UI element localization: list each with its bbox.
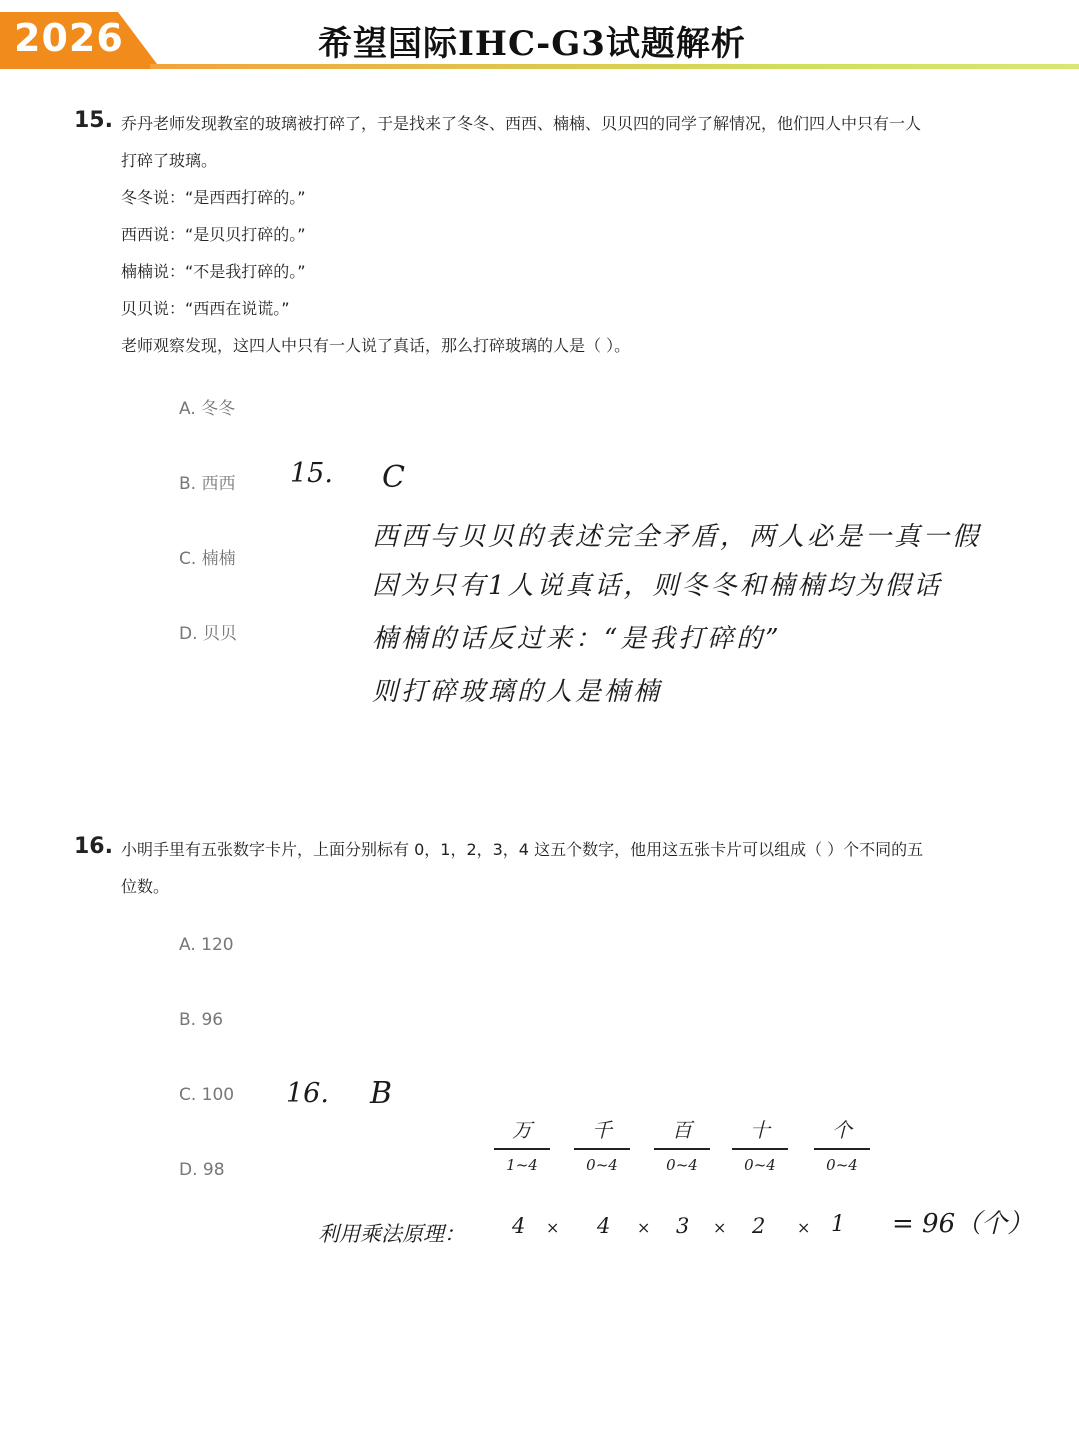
place-name: 十 — [750, 1118, 770, 1142]
place-range: 0~4 — [586, 1156, 618, 1174]
place-range: 0~4 — [744, 1156, 776, 1174]
times-sign: × — [546, 1218, 560, 1237]
place-value-slot — [814, 1116, 870, 1174]
fraction-bar — [574, 1148, 630, 1150]
question-16-number: 16. — [74, 834, 113, 859]
page-header — [0, 0, 1079, 80]
header-divider — [150, 64, 1079, 69]
fraction-bar — [494, 1148, 550, 1150]
question-16-option-a: A. 120 — [179, 935, 234, 955]
question-16-option-c: C. 100 — [179, 1085, 235, 1105]
place-range: 0~4 — [826, 1156, 858, 1174]
fraction-bar — [654, 1148, 710, 1150]
factor: 4 — [597, 1214, 611, 1238]
question-15-option-d: D. 贝贝 — [179, 624, 237, 644]
question-15-number: 15. — [74, 108, 113, 133]
times-sign: × — [797, 1218, 811, 1237]
multiplication-principle-label: 利用乘法原理： — [318, 1222, 465, 1246]
place-name: 个 — [832, 1118, 852, 1142]
place-value-slot — [494, 1116, 550, 1174]
factor: 4 — [512, 1214, 526, 1238]
page-title: 希望国际IHC-G3试题解析 — [318, 24, 746, 64]
place-value-slot — [574, 1116, 630, 1174]
year-label: 2026 — [14, 16, 124, 60]
place-range: 0~4 — [666, 1156, 698, 1174]
handwritten-16-label: 16. — [286, 1078, 329, 1109]
factor: 2 — [752, 1214, 766, 1238]
handwritten-15-label: 15. — [290, 458, 333, 489]
handwritten-15-line: 则打碎玻璃的人是楠楠 — [372, 677, 663, 707]
handwritten-15-line: 楠楠的话反过来：“是我打碎的” — [372, 624, 782, 654]
place-value-slot — [654, 1116, 710, 1174]
question-15-line: 贝贝说：“西西在说谎。” — [121, 299, 290, 318]
handwritten-15-line: 西西与贝贝的表述完全矛盾，两人必是一真一假 — [372, 522, 982, 552]
question-15-line: 乔丹老师发现教室的玻璃被打碎了，于是找来了冬冬、西西、楠楠、贝贝四的同学了解情况，他们四人中只有一人 — [121, 114, 922, 133]
question-16-option-d: D. 98 — [179, 1160, 225, 1180]
fraction-bar — [814, 1148, 870, 1150]
place-range: 1~4 — [506, 1156, 538, 1174]
factor: 1 — [831, 1212, 845, 1237]
times-sign: × — [713, 1218, 727, 1237]
place-name: 百 — [672, 1118, 692, 1142]
place-name: 千 — [592, 1118, 612, 1142]
question-15-line: 冬冬说：“是西西打碎的。” — [121, 188, 306, 207]
question-16-option-b: B. 96 — [179, 1010, 224, 1030]
question-15-option-c: C. 楠楠 — [179, 549, 236, 569]
header-divider-left — [0, 66, 160, 69]
factor: 3 — [676, 1214, 690, 1238]
calculation-result: = 96（个） — [892, 1209, 1034, 1239]
handwritten-16-answer: B — [370, 1076, 393, 1111]
times-sign: × — [637, 1218, 651, 1237]
question-15-option-a: A. 冬冬 — [179, 399, 236, 419]
question-15-option-b: B. 西西 — [179, 474, 236, 494]
place-value-slot — [732, 1116, 788, 1174]
handwritten-15-line: 因为只有1人说真话，则冬冬和楠楠均为假话 — [372, 571, 943, 601]
question-15-line: 楠楠说：“不是我打碎的。” — [121, 262, 306, 281]
handwritten-15-answer: C — [382, 460, 405, 495]
question-16-line: 小明手里有五张数字卡片，上面分别标有 0，1，2，3，4 这五个数字，他用这五张卡片可以组成（ ）个不同的五 — [121, 840, 924, 859]
fraction-bar — [732, 1148, 788, 1150]
question-15-line: 老师观察发现，这四人中只有一人说了真话，那么打碎玻璃的人是（ ）。 — [121, 336, 631, 355]
question-16-line: 位数。 — [121, 877, 170, 896]
question-15-line: 西西说：“是贝贝打碎的。” — [121, 225, 306, 244]
question-15-line: 打碎了玻璃。 — [121, 151, 218, 170]
place-name: 万 — [512, 1118, 532, 1142]
